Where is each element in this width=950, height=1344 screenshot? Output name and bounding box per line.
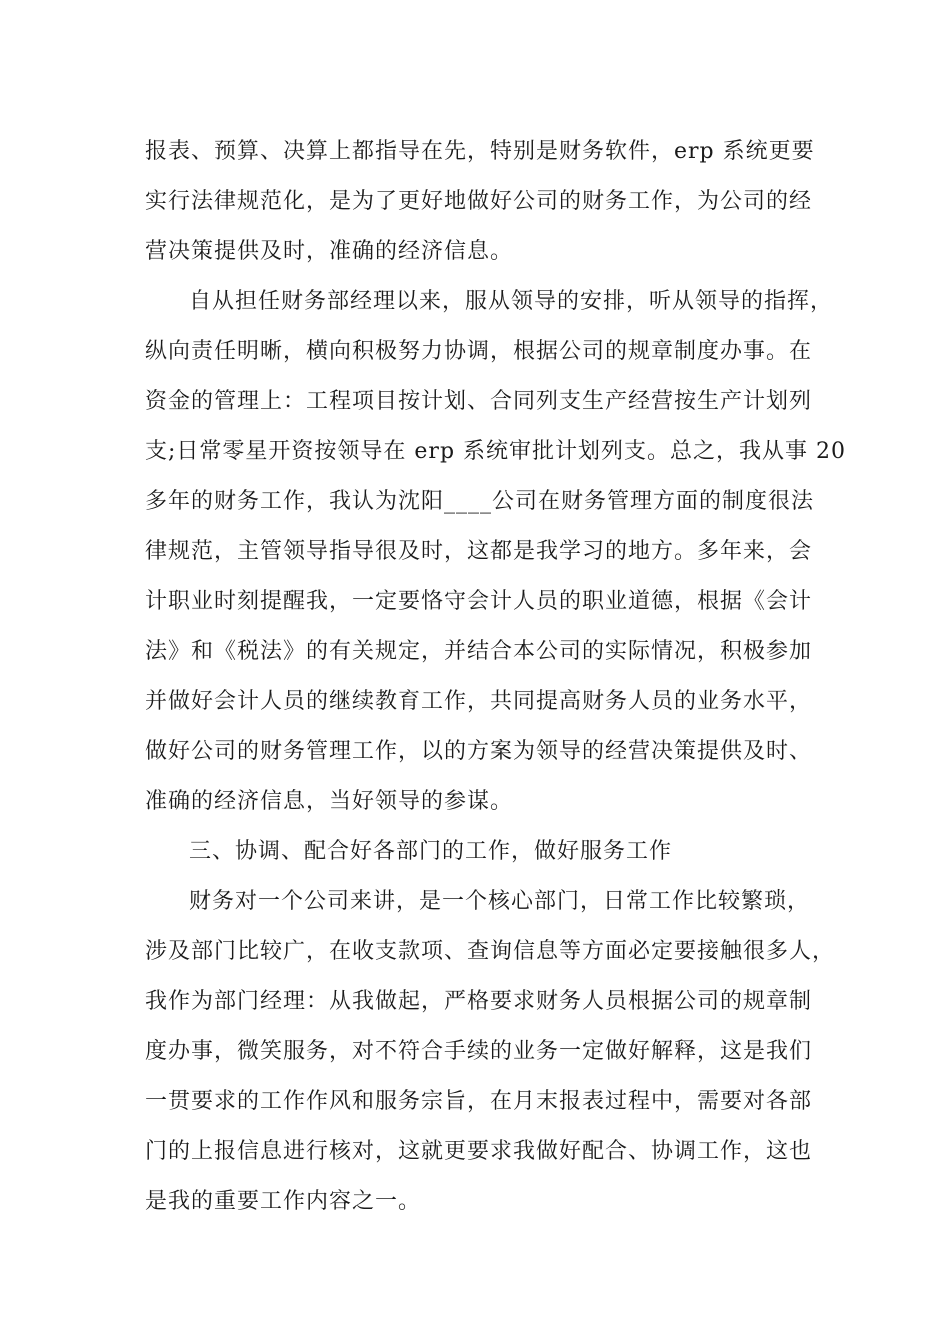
paragraph-2-line-5: 多年的财务工作，我认为沈阳____公司在财务管理方面的制度很法 xyxy=(145,489,815,514)
paragraph-2-line-2: 纵向责任明晰，横向积极努力协调，根据公司的规章制度办事。在 xyxy=(145,339,813,364)
section-heading: 三、协调、配合好各部门的工作，做好服务工作 xyxy=(189,839,673,864)
paragraph-4-line-3: 我作为部门经理：从我做起，严格要求财务人员根据公司的规章制 xyxy=(145,989,813,1014)
paragraph-2-line-7: 计职业时刻提醒我，一定要恪守会计人员的职业道德，根据《会计 xyxy=(145,589,813,614)
paragraph-4-line-4: 度办事，微笑服务，对不符合手续的业务一定做好解释，这是我们 xyxy=(145,1039,813,1064)
paragraph-4-line-7: 是我的重要工作内容之一。 xyxy=(145,1189,422,1214)
paragraph-2-line-8: 法》和《税法》的有关规定，并结合本公司的实际情况，积极参加 xyxy=(145,639,813,664)
paragraph-1-line-1: 报表、预算、决算上都指导在先，特别是财务软件，erp 系统更要 xyxy=(145,139,815,164)
paragraph-2-line-9: 并做好会计人员的继续教育工作，共同提高财务人员的业务水平， xyxy=(145,689,813,714)
document-body xyxy=(145,127,847,1227)
paragraph-4-line-6: 门的上报信息进行核对，这就更要求我做好配合、协调工作，这也 xyxy=(145,1139,813,1164)
paragraph-2-line-11: 准确的经济信息，当好领导的参谋。 xyxy=(145,789,514,814)
paragraph-2-line-6: 律规范，主管领导指导很及时，这都是我学习的地方。多年来，会 xyxy=(145,539,813,564)
paragraph-4-line-2: 涉及部门比较广，在收支款项、查询信息等方面必定要接触很多人， xyxy=(145,939,836,964)
paragraph-2-line-3: 资金的管理上：工程项目按计划、合同列支生产经营按生产计划列 xyxy=(145,389,813,414)
paragraph-2-line-4: 支;日常零星开资按领导在 erp 系统审批计划列支。总之，我从事 20 xyxy=(145,439,847,464)
paragraph-4-line-1: 财务对一个公司来讲，是一个核心部门，日常工作比较繁琐， xyxy=(189,889,811,914)
paragraph-1-line-3: 营决策提供及时，准确的经济信息。 xyxy=(145,239,514,264)
paragraph-4-line-5: 一贯要求的工作作风和服务宗旨，在月末报表过程中，需要对各部 xyxy=(145,1089,813,1114)
paragraph-1-line-2: 实行法律规范化，是为了更好地做好公司的财务工作，为公司的经 xyxy=(145,189,813,214)
paragraph-2-line-1: 自从担任财务部经理以来，服从领导的安排，听从领导的指挥， xyxy=(189,289,834,314)
paragraph-2-line-10: 做好公司的财务管理工作，以的方案为领导的经营决策提供及时、 xyxy=(145,739,813,764)
